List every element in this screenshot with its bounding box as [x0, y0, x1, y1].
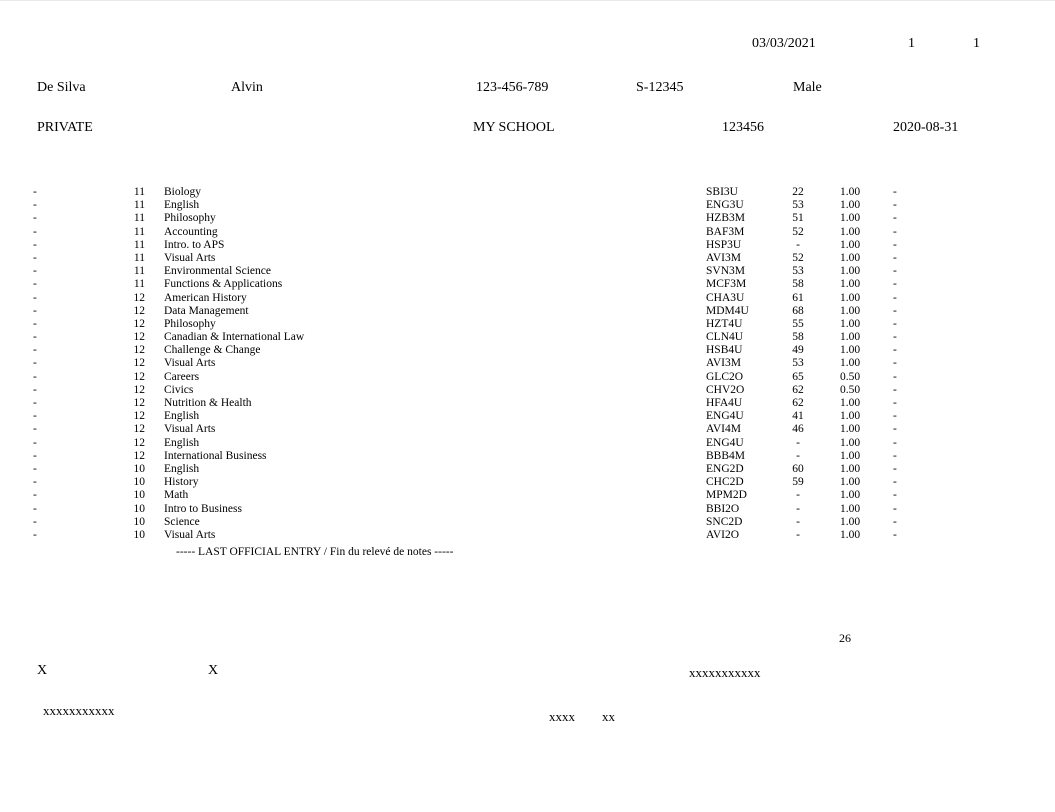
course-code: HFA4U: [706, 397, 743, 409]
course-credit: 1.00: [840, 528, 861, 541]
row-dash-end: -: [893, 251, 897, 264]
course-code: CHA3U: [706, 291, 745, 304]
course-code: SNC2D: [706, 515, 743, 528]
course-code: MCF3M: [706, 278, 747, 291]
course-credit: 1.00: [840, 238, 861, 251]
row-dash: -: [33, 304, 37, 317]
course-title: Canadian & International Law: [164, 331, 305, 344]
course-title: English: [164, 462, 200, 475]
course-title: Intro. to APS: [164, 238, 225, 251]
row-dash: -: [33, 251, 37, 264]
course-title: Challenge & Change: [164, 344, 261, 357]
placeholder-mid-2: xx: [602, 709, 615, 724]
table-row: [0, 199, 1055, 212]
row-dash-end: -: [893, 476, 897, 489]
row-dash: -: [33, 331, 37, 344]
course-mark: 51: [792, 212, 804, 225]
student-last-name: De Silva: [37, 80, 86, 95]
course-mark: 55: [792, 317, 804, 330]
row-dash-end: -: [893, 265, 897, 278]
course-title: American History: [164, 291, 247, 304]
course-mark: 41: [792, 410, 804, 423]
course-grade: 10: [133, 476, 145, 489]
course-table: [0, 186, 1055, 542]
course-code: HSB4U: [706, 344, 743, 357]
course-mark: -: [796, 449, 800, 462]
table-row: [0, 397, 1055, 410]
course-code: AVI3M: [706, 251, 741, 264]
table-row: [0, 226, 1055, 239]
table-row: [0, 292, 1055, 305]
course-grade: 12: [133, 344, 145, 357]
last-official-entry: ----- LAST OFFICIAL ENTRY / Fin du relevé de notes -----: [176, 546, 454, 558]
row-dash: -: [33, 410, 37, 423]
course-code: AVI4M: [706, 423, 741, 436]
placeholder-left: xxxxxxxxxxx: [43, 703, 115, 718]
course-code: HZT4U: [706, 317, 743, 330]
table-row: [0, 463, 1055, 476]
course-title: Visual Arts: [164, 423, 216, 436]
course-grade: 10: [133, 502, 145, 515]
course-title: Biology: [164, 186, 202, 198]
school-number: 123456: [722, 120, 764, 135]
course-mark: 52: [792, 251, 804, 264]
course-grade: 10: [133, 489, 145, 502]
course-title: Philosophy: [164, 212, 216, 225]
row-dash: -: [33, 212, 37, 225]
course-mark: 58: [792, 331, 804, 344]
course-mark: 62: [792, 383, 804, 396]
course-credit: 1.00: [840, 449, 861, 462]
student-number: S-12345: [636, 80, 684, 95]
row-dash: -: [33, 225, 37, 238]
course-credit: 0.50: [840, 370, 861, 383]
course-mark: -: [796, 489, 800, 502]
row-dash-end: -: [893, 304, 897, 317]
row-dash: -: [33, 397, 37, 409]
row-dash: -: [33, 291, 37, 304]
course-grade: 12: [133, 423, 145, 436]
row-dash-end: -: [893, 489, 897, 502]
placeholder-mid-1: xxxx: [549, 709, 575, 724]
table-row: [0, 265, 1055, 278]
course-credit: 1.00: [840, 515, 861, 528]
row-dash: -: [33, 265, 37, 278]
course-mark: 58: [792, 278, 804, 291]
table-row: [0, 423, 1055, 436]
course-mark: 61: [792, 291, 804, 304]
course-title: Math: [164, 489, 189, 502]
row-dash: -: [33, 238, 37, 251]
course-code: HSP3U: [706, 238, 742, 251]
course-credit: 1.00: [840, 344, 861, 357]
course-code: BAF3M: [706, 225, 745, 238]
row-dash-end: -: [893, 410, 897, 423]
table-row: [0, 450, 1055, 463]
course-code: ENG3U: [706, 199, 744, 212]
course-grade: 12: [133, 331, 145, 344]
course-credit: 1.00: [840, 397, 861, 409]
table-row: [0, 357, 1055, 370]
school-name: MY SCHOOL: [473, 120, 555, 135]
row-dash-end: -: [893, 186, 897, 198]
table-row: [0, 489, 1055, 502]
table-row: [0, 516, 1055, 529]
row-dash: -: [33, 436, 37, 449]
course-grade: 12: [133, 436, 145, 449]
course-credit: 1.00: [840, 462, 861, 475]
row-dash-end: -: [893, 357, 897, 370]
row-dash: -: [33, 344, 37, 357]
course-code: AVI3M: [706, 357, 741, 370]
table-row: [0, 410, 1055, 423]
course-grade: 12: [133, 357, 145, 370]
course-grade: 12: [133, 291, 145, 304]
course-credit: 0.50: [840, 383, 861, 396]
course-credit: 1.00: [840, 423, 861, 436]
course-mark: 62: [792, 397, 804, 409]
course-code: CHV2O: [706, 383, 745, 396]
student-oen: 123-456-789: [476, 80, 549, 95]
school-date: 2020-08-31: [893, 120, 959, 135]
course-title: Intro to Business: [164, 502, 242, 515]
course-credit: 1.00: [840, 199, 861, 212]
course-code: BBI2O: [706, 502, 740, 515]
school-type: PRIVATE: [37, 120, 93, 135]
course-title: English: [164, 199, 200, 212]
course-title: Data Management: [164, 304, 249, 317]
row-dash: -: [33, 515, 37, 528]
course-title: Science: [164, 515, 200, 528]
course-credit: 1.00: [840, 331, 861, 344]
course-grade: 11: [133, 238, 145, 251]
row-dash: -: [33, 278, 37, 291]
page-number: 1: [908, 36, 915, 51]
table-row: [0, 371, 1055, 384]
course-grade: 12: [133, 370, 145, 383]
course-mark: 53: [792, 265, 804, 278]
course-mark: -: [796, 515, 800, 528]
page-total: 1: [973, 36, 980, 51]
course-credit: 1.00: [840, 410, 861, 423]
row-dash: -: [33, 186, 37, 198]
course-credit: 1.00: [840, 476, 861, 489]
course-credit: 1.00: [840, 489, 861, 502]
course-code: ENG4U: [706, 410, 744, 423]
row-dash: -: [33, 357, 37, 370]
course-title: Nutrition & Health: [164, 397, 252, 409]
student-first-name: Alvin: [231, 80, 263, 95]
course-code: BBB4M: [706, 449, 745, 462]
course-code: HZB3M: [706, 212, 745, 225]
course-grade: 10: [133, 515, 145, 528]
course-credit: 1.00: [840, 212, 861, 225]
course-mark: -: [796, 502, 800, 515]
row-dash-end: -: [893, 317, 897, 330]
course-mark: 53: [792, 199, 804, 212]
course-grade: 11: [133, 251, 145, 264]
signature-x-mark-2: X: [208, 663, 219, 678]
row-dash-end: -: [893, 528, 897, 541]
table-row: [0, 252, 1055, 265]
course-grade: 10: [133, 528, 145, 541]
row-dash: -: [33, 476, 37, 489]
row-dash-end: -: [893, 423, 897, 436]
course-mark: -: [796, 528, 800, 541]
course-credit: 1.00: [840, 278, 861, 291]
course-code: ENG2D: [706, 462, 744, 475]
table-row: [0, 384, 1055, 397]
course-code: GLC2O: [706, 370, 744, 383]
placeholder-right: xxxxxxxxxxx: [689, 665, 761, 680]
row-dash-end: -: [893, 436, 897, 449]
course-mark: -: [796, 238, 800, 251]
course-grade: 12: [133, 410, 145, 423]
course-title: Philosophy: [164, 317, 216, 330]
row-dash-end: -: [893, 238, 897, 251]
course-title: Accounting: [164, 225, 218, 238]
row-dash-end: -: [893, 212, 897, 225]
row-dash: -: [33, 528, 37, 541]
course-mark: 68: [792, 304, 804, 317]
course-mark: 52: [792, 225, 804, 238]
course-mark: 46: [792, 423, 804, 436]
course-grade: 11: [133, 278, 145, 291]
table-row: [0, 212, 1055, 225]
row-dash-end: -: [893, 462, 897, 475]
row-dash: -: [33, 449, 37, 462]
course-credit: 1.00: [840, 251, 861, 264]
course-title: Visual Arts: [164, 251, 216, 264]
row-dash-end: -: [893, 397, 897, 409]
signature-x-mark-1: X: [37, 663, 48, 678]
course-title: Environmental Science: [164, 265, 271, 278]
course-credit: 1.00: [840, 225, 861, 238]
table-row: [0, 305, 1055, 318]
row-dash-end: -: [893, 199, 897, 212]
course-credit: 1.00: [840, 317, 861, 330]
report-date: 03/03/2021: [752, 36, 816, 51]
course-grade: 12: [133, 449, 145, 462]
course-title: Visual Arts: [164, 357, 216, 370]
course-code: MPM2D: [706, 489, 747, 502]
course-mark: 22: [792, 186, 804, 198]
table-row: [0, 476, 1055, 489]
course-credit: 1.00: [840, 186, 861, 198]
row-dash-end: -: [893, 515, 897, 528]
course-grade: 12: [133, 397, 145, 409]
course-mark: 60: [792, 462, 804, 475]
course-grade: 11: [133, 186, 145, 198]
row-dash-end: -: [893, 225, 897, 238]
course-title: English: [164, 410, 200, 423]
course-grade: 12: [133, 383, 145, 396]
page-top-border: [0, 0, 1055, 1]
course-code: AVI2O: [706, 528, 740, 541]
course-code: CLN4U: [706, 331, 744, 344]
course-code: SBI3U: [706, 186, 738, 198]
row-dash-end: -: [893, 370, 897, 383]
row-dash-end: -: [893, 291, 897, 304]
course-title: English: [164, 436, 200, 449]
course-title: Functions & Applications: [164, 278, 283, 291]
course-credit: 1.00: [840, 265, 861, 278]
table-row: [0, 186, 1055, 199]
course-credit: 1.00: [840, 502, 861, 515]
course-grade: 11: [133, 225, 145, 238]
student-gender: Male: [793, 80, 822, 95]
table-row: [0, 318, 1055, 331]
course-title: Visual Arts: [164, 528, 216, 541]
course-mark: 53: [792, 357, 804, 370]
course-credit: 1.00: [840, 291, 861, 304]
table-row: [0, 331, 1055, 344]
course-grade: 12: [133, 304, 145, 317]
total-credits: 26: [839, 631, 851, 645]
row-dash: -: [33, 489, 37, 502]
table-row: [0, 278, 1055, 291]
row-dash-end: -: [893, 278, 897, 291]
course-mark: 49: [792, 344, 804, 357]
row-dash: -: [33, 423, 37, 436]
row-dash: -: [33, 462, 37, 475]
row-dash-end: -: [893, 344, 897, 357]
course-code: CHC2D: [706, 476, 744, 489]
course-grade: 11: [133, 265, 145, 278]
row-dash: -: [33, 199, 37, 212]
course-mark: 65: [792, 370, 804, 383]
table-row: [0, 344, 1055, 357]
course-code: MDM4U: [706, 304, 749, 317]
table-row: [0, 239, 1055, 252]
course-mark: 59: [792, 476, 804, 489]
course-credit: 1.00: [840, 304, 861, 317]
row-dash: -: [33, 502, 37, 515]
row-dash: -: [33, 383, 37, 396]
course-title: Civics: [164, 383, 194, 396]
table-row: [0, 529, 1055, 542]
course-title: Careers: [164, 370, 200, 383]
table-row: [0, 437, 1055, 450]
row-dash-end: -: [893, 331, 897, 344]
course-grade: 11: [133, 212, 145, 225]
course-credit: 1.00: [840, 436, 861, 449]
course-title: History: [164, 476, 199, 489]
course-grade: 11: [133, 199, 145, 212]
course-grade: 10: [133, 462, 145, 475]
course-mark: -: [796, 436, 800, 449]
course-grade: 12: [133, 317, 145, 330]
course-title: International Business: [164, 449, 267, 462]
course-code: SVN3M: [706, 265, 745, 278]
row-dash-end: -: [893, 502, 897, 515]
course-code: ENG4U: [706, 436, 744, 449]
row-dash: -: [33, 370, 37, 383]
row-dash-end: -: [893, 449, 897, 462]
row-dash-end: -: [893, 383, 897, 396]
row-dash: -: [33, 317, 37, 330]
table-row: [0, 503, 1055, 516]
course-credit: 1.00: [840, 357, 861, 370]
